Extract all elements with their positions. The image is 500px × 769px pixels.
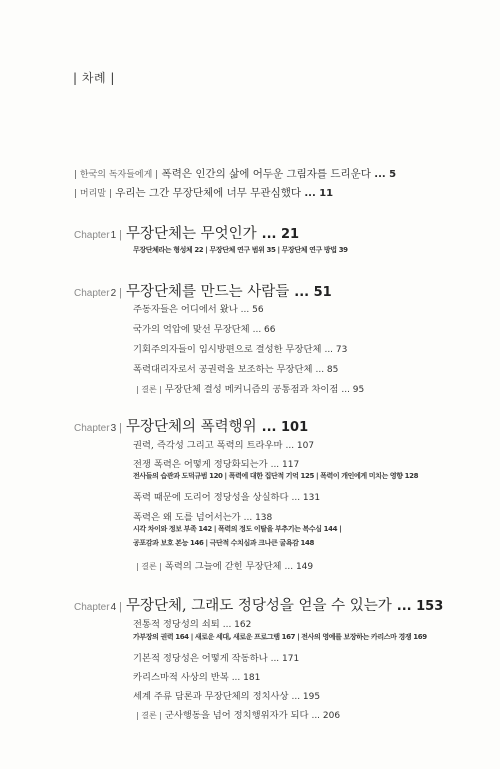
conclusion-item bbox=[136, 707, 340, 721]
chapter-2-heading bbox=[74, 280, 332, 301]
section-page: ... 66 bbox=[252, 325, 276, 335]
section-page: ... 138 bbox=[243, 513, 273, 523]
section-item bbox=[133, 301, 264, 315]
front-entry-readers bbox=[74, 166, 396, 181]
section-title: 카리스마적 사상의 반복 bbox=[133, 672, 229, 683]
section-title: 세계 주류 담론과 무장단체의 정치사상 bbox=[133, 691, 289, 702]
front-entry-tag: | 한국의 독자들에게 | bbox=[74, 170, 159, 180]
section-item bbox=[133, 616, 251, 630]
chapter-separator: | bbox=[119, 229, 122, 241]
section-page: ... 131 bbox=[291, 493, 321, 503]
section-item bbox=[133, 669, 260, 683]
front-entry-title: 폭력은 인간의 삶에 어두운 그림자를 드리운다 bbox=[161, 168, 371, 180]
front-entry-preface bbox=[74, 185, 333, 200]
chapter-title: 무장단체, 그래도 정당성을 얻을 수 있는가 bbox=[126, 598, 392, 614]
section-title: 기본적 정당성은 어떻게 작동하나 bbox=[133, 653, 268, 664]
section-title: 국가의 억압에 맞선 무장단체 bbox=[133, 324, 250, 335]
section-item bbox=[133, 437, 314, 451]
conclusion-title: 군사행동을 넘어 정치행위자가 되다 bbox=[164, 710, 309, 721]
section-page: ... 107 bbox=[285, 441, 315, 451]
chapter-4-subsections: 가부장의 권력 164 | 새로운 세대, 새로운 프로그램 167 | 전사의 영예를 보장하는 카리스마 경쟁 169 bbox=[133, 633, 427, 641]
conclusion-title: 폭력의 그늘에 갇힌 무장단체 bbox=[164, 561, 282, 572]
section-item bbox=[133, 489, 320, 503]
chapter-4-heading bbox=[74, 594, 443, 615]
section-item bbox=[133, 456, 299, 470]
section-page: ... 56 bbox=[240, 305, 264, 315]
section-item bbox=[133, 361, 338, 375]
conclusion-item bbox=[136, 381, 364, 395]
chapter-3-subsections-a: 전사들의 습관과 도덕규범 120 | 폭력에 대한 집단적 기억 125 | 폭력이 개인에게 미치는 영향 128 bbox=[133, 472, 419, 480]
section-page: ... 195 bbox=[291, 692, 321, 702]
section-item bbox=[133, 509, 272, 523]
section-item bbox=[133, 688, 320, 702]
section-page: ... 73 bbox=[324, 345, 348, 355]
section-title: 전쟁 폭력은 어떻게 정당화되는가 bbox=[133, 459, 268, 470]
section-title: 폭력은 왜 도를 넘어서는가 bbox=[133, 512, 241, 523]
chapter-1-heading bbox=[74, 222, 299, 243]
front-entry-title: 우리는 그간 무장단체에 너무 무관심했다 bbox=[115, 187, 301, 199]
chapter-3-subsections-b-line1: 시각 차이와 정보 부족 142 | 폭력의 정도 이탈을 부추기는 복수심 144 | bbox=[133, 525, 342, 533]
section-item bbox=[133, 650, 299, 664]
chapter-1-subsections: 무장단체라는 형성체 22 | 무장단체 연구 범위 35 | 무장단체 연구 방법 39 bbox=[133, 246, 348, 254]
chapter-label: Chapter bbox=[74, 602, 110, 613]
conclusion-page: ... 95 bbox=[341, 385, 365, 395]
section-title: 전통적 정당성의 쇠퇴 bbox=[133, 619, 220, 630]
section-title: 권력, 즉각성 그리고 폭력의 트라우마 bbox=[133, 440, 283, 451]
section-item bbox=[133, 341, 347, 355]
section-title: 기회주의자들이 임시방편으로 결성한 무장단체 bbox=[133, 344, 322, 355]
section-title: 주동자들은 어디에서 왔나 bbox=[133, 304, 238, 315]
chapter-page: ... 51 bbox=[294, 285, 332, 300]
front-entry-page: ... 11 bbox=[304, 188, 334, 199]
conclusion-title: 무장단체 결성 메커니즘의 공통점과 차이점 bbox=[164, 384, 339, 395]
chapter-3-heading bbox=[74, 415, 308, 436]
section-page: ... 171 bbox=[270, 654, 300, 664]
chapter-label: Chapter bbox=[74, 288, 110, 299]
toc-heading: | 차례 | bbox=[73, 71, 115, 85]
conclusion-tag: | 결론 | bbox=[136, 711, 162, 720]
chapter-page: ... 153 bbox=[396, 599, 444, 614]
chapter-separator: | bbox=[119, 601, 122, 613]
chapter-label: Chapter bbox=[74, 230, 110, 241]
chapter-number: 3 bbox=[110, 423, 117, 434]
chapter-separator: | bbox=[119, 287, 122, 299]
section-page: ... 181 bbox=[231, 673, 261, 683]
chapter-3-subsections-b-line2: 공포감과 보호 본능 146 | 극단적 수치심과 크나큰 굴욕감 148 bbox=[133, 539, 314, 547]
conclusion-page: ... 206 bbox=[311, 711, 341, 721]
chapter-number: 2 bbox=[110, 288, 117, 299]
conclusion-tag: | 결론 | bbox=[136, 562, 162, 571]
section-page: ... 162 bbox=[222, 620, 252, 630]
chapter-title: 무장단체를 만드는 사람들 bbox=[126, 284, 290, 300]
section-item bbox=[133, 321, 276, 335]
section-title: 폭력대리자로서 공권력을 보조하는 무장단체 bbox=[133, 364, 313, 375]
chapter-title: 무장단체는 무엇인가 bbox=[126, 226, 257, 242]
chapter-label: Chapter bbox=[74, 423, 110, 434]
chapter-number: 1 bbox=[110, 230, 117, 241]
conclusion-item bbox=[136, 558, 313, 572]
chapter-page: ... 21 bbox=[261, 227, 300, 242]
chapter-page: ... 101 bbox=[261, 420, 309, 435]
chapter-title: 무장단체의 폭력행위 bbox=[126, 419, 257, 435]
chapter-separator: | bbox=[119, 422, 122, 434]
section-title: 폭력 때문에 도리어 정당성을 상실하다 bbox=[133, 492, 289, 503]
section-page: ... 117 bbox=[270, 460, 300, 470]
front-entry-tag: | 머리말 | bbox=[74, 189, 112, 199]
section-page: ... 85 bbox=[315, 365, 339, 375]
chapter-number: 4 bbox=[110, 602, 117, 613]
conclusion-page: ... 149 bbox=[284, 562, 314, 572]
front-entry-page: ... 5 bbox=[374, 169, 397, 180]
conclusion-tag: | 결론 | bbox=[136, 385, 162, 394]
